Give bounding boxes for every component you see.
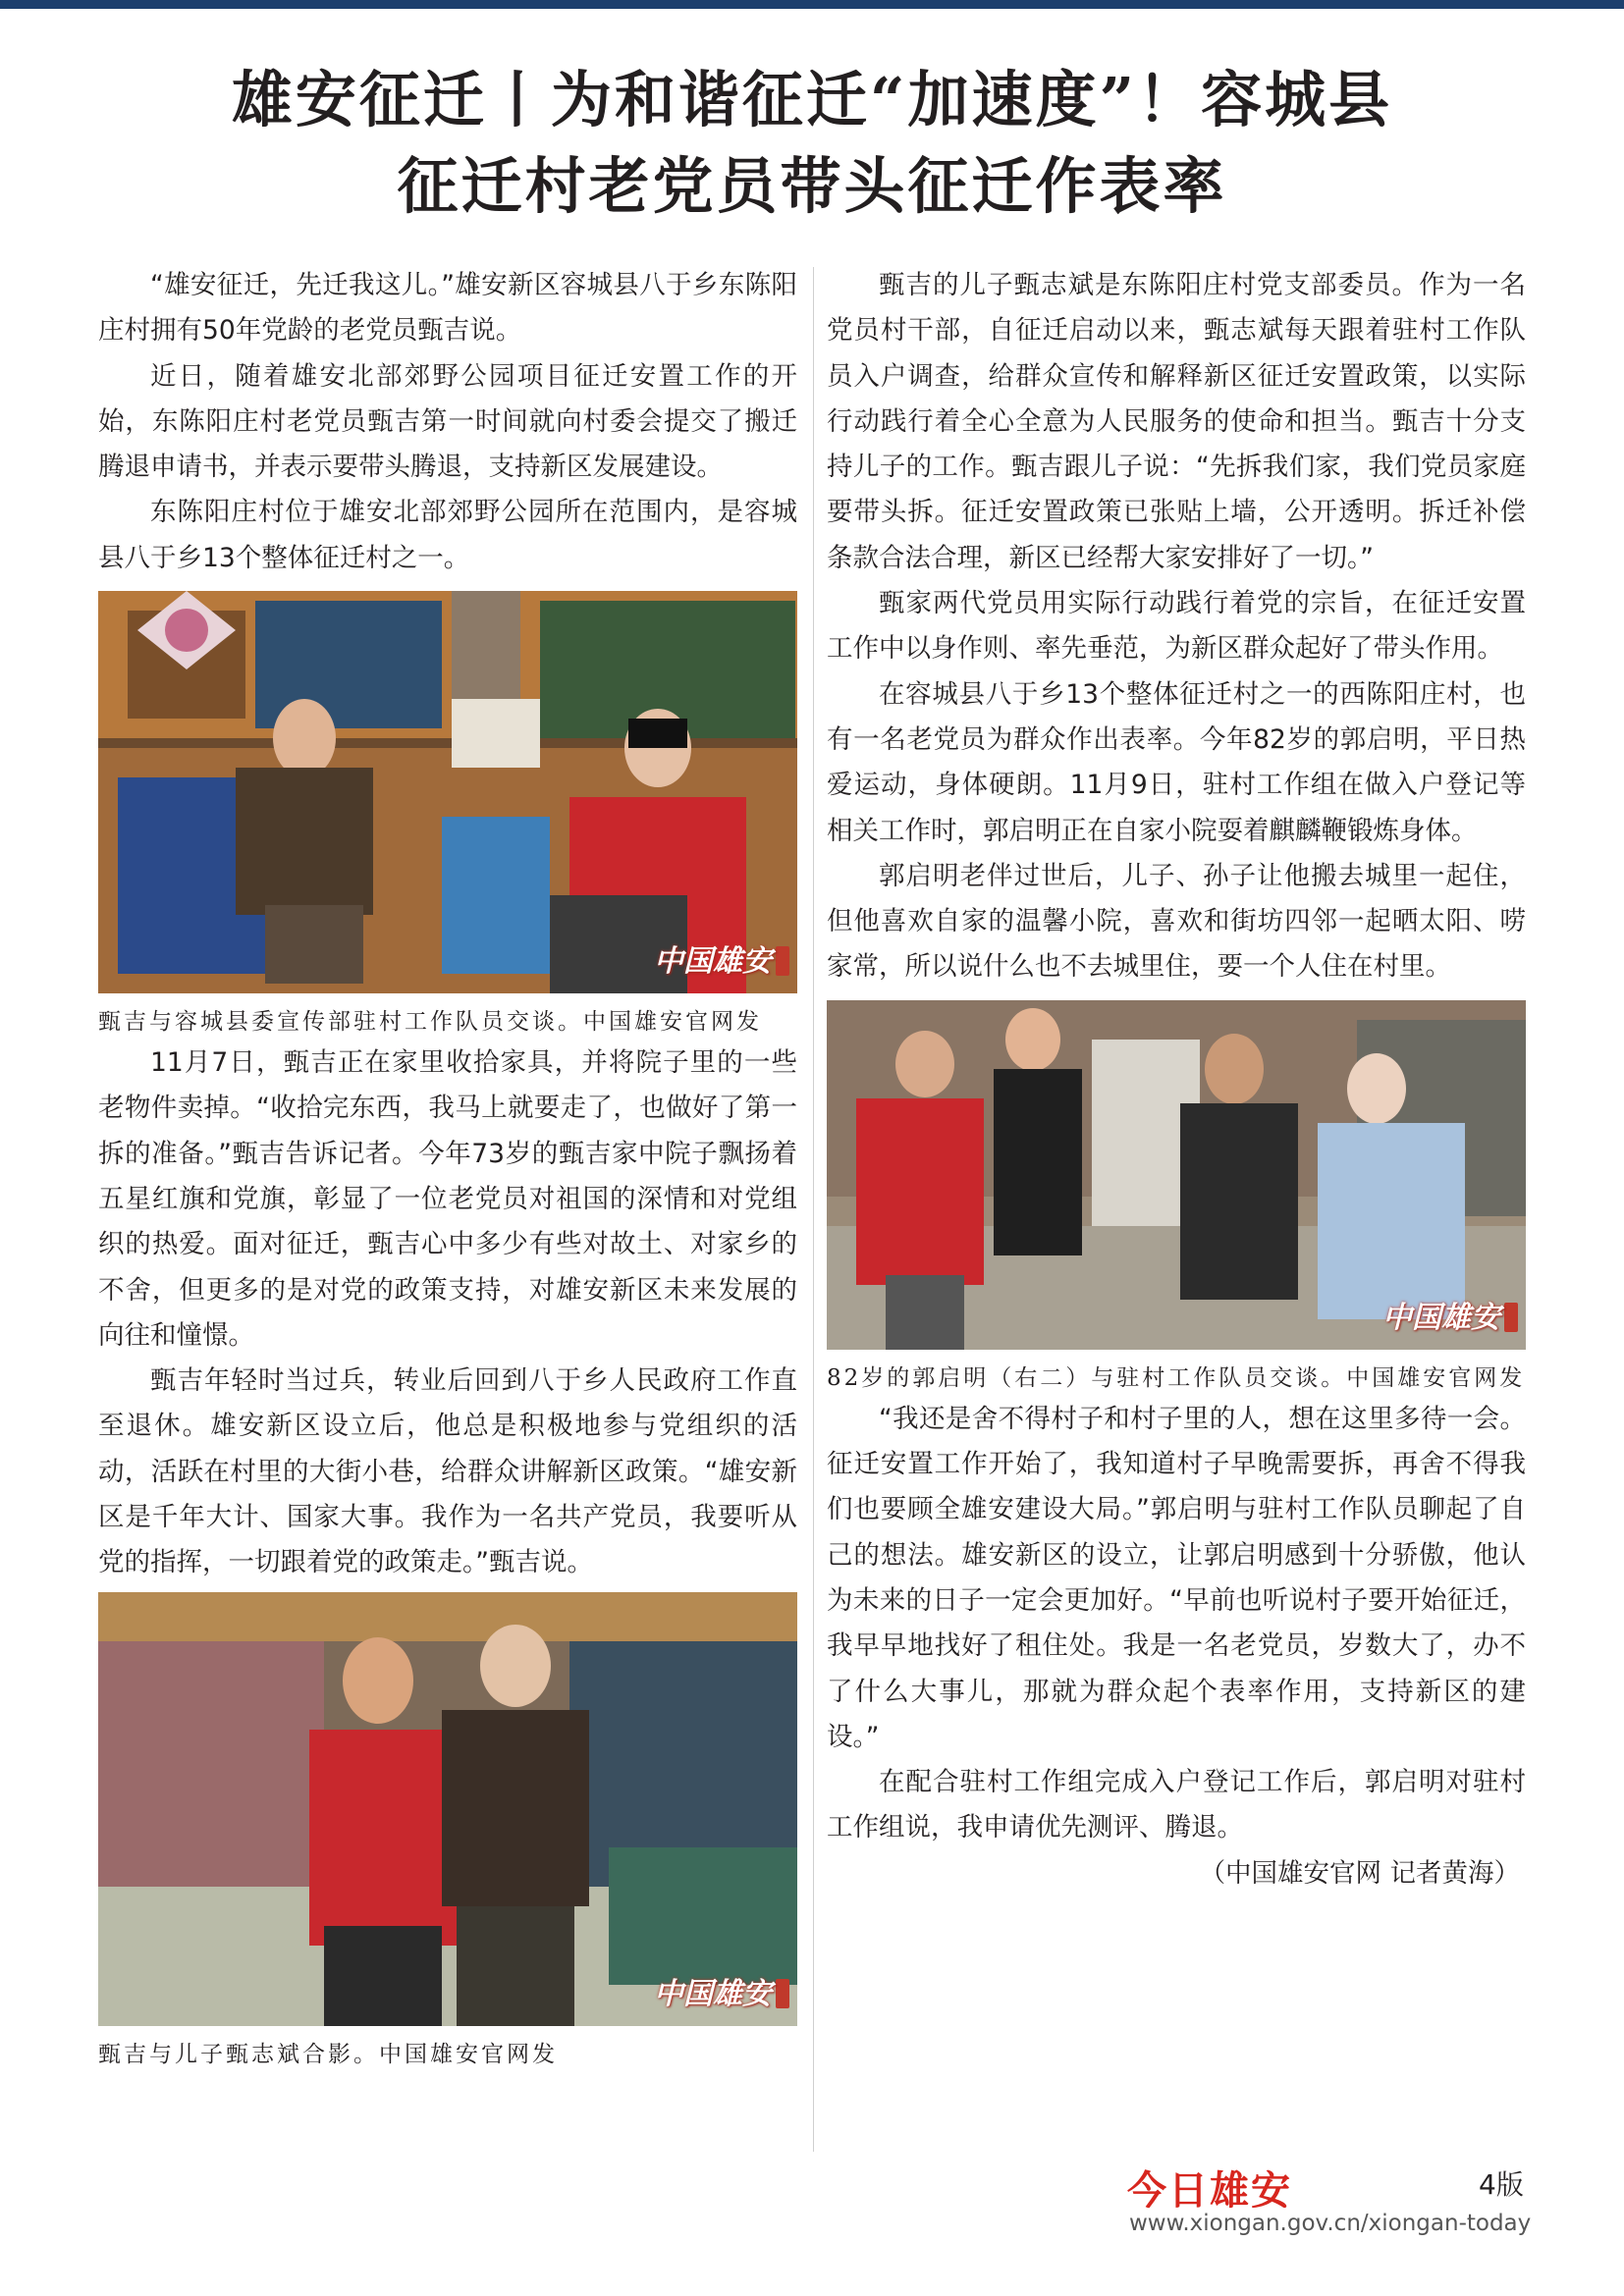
photo-watermark: 中国雄安 bbox=[1382, 1300, 1500, 1335]
column-divider bbox=[813, 267, 814, 2152]
paragraph: “雄安征迁，先迁我这儿。”雄安新区容城县八于乡东陈阳庄村拥有50年党龄的老党员甄吉说。 bbox=[98, 270, 797, 347]
photo-jenji-talking-image bbox=[98, 591, 797, 993]
watermark-seal-icon bbox=[776, 946, 789, 976]
paragraph: 甄家两代党员用实际行动践行着党的宗旨，在征迁安置工作中以身作则、率先垂范，为新区群众起好了带头作用。 bbox=[827, 588, 1526, 665]
headline-line-2: 征迁村老党员带头征迁作表率 bbox=[397, 150, 1227, 222]
paragraph: 近日，随着雄安北部郊野公园项目征迁安置工作的开始，东陈阳庄村老党员甄吉第一时间就向村委会提交了搬迁腾退申请书，并表示要带头腾退，支持新区发展建设。 bbox=[98, 360, 797, 483]
photo-jenji-talking bbox=[98, 591, 797, 993]
paragraph: 郭启明老伴过世后，儿子、孙子让他搬去城里一起住，但他喜欢自家的温馨小院，喜欢和街坊四邻一起晒太阳、唠家常，所以说什么也不去城里住，要一个人住在村里。 bbox=[827, 860, 1526, 983]
right-column bbox=[827, 263, 1526, 1896]
watermark-seal-icon bbox=[1504, 1303, 1518, 1332]
paragraph: 11月7日，甄吉正在家里收拾家具，并将院子里的一些老物件卖掉。“收拾完东西，我马上就要走了，也做好了第一拆的准备。”甄吉告诉记者。今年73岁的甄吉家中院子飘扬着五星红旗和党旗，彰显了一位老党员对祖国的深情和对党组织的热爱。面对征迁，甄吉心中多少有些对故土、对家乡的不舍，但更多的是对党的政策支持，对雄安新区未来发展的向往和憧憬。 bbox=[98, 1047, 797, 1351]
photo-watermark: 中国雄安 bbox=[654, 1976, 772, 2011]
photo-guo-qiming bbox=[827, 1000, 1526, 1350]
top-accent-bar bbox=[0, 0, 1624, 9]
headline-line-1: 雄安征迁丨为和谐征迁“加速度”！容城县 bbox=[231, 64, 1393, 135]
paragraph: 东陈阳庄村位于雄安北部郊野公园所在范围内，是容城县八于乡13个整体征迁村之一。 bbox=[98, 497, 797, 573]
footer-url: www.xiongan.gov.cn/xiongan-today bbox=[1129, 2211, 1532, 2236]
watermark-seal-icon bbox=[776, 1979, 789, 2008]
photo-caption: 甄吉与儿子甄志斌合影。中国雄安官网发 bbox=[98, 2041, 558, 2067]
paragraph: “我还是舍不得村子和村子里的人，想在这里多待一会。征迁安置工作开始了，我知道村子早晚需要拆，再舍不得我们也要顾全雄安建设大局。”郭启明与驻村工作队员聊起了自己的想法。雄安新区的设立，让郭启明感到十分骄傲，他认为未来的日子一定会更加好。“早前也听说村子要开始征迁，我早早地找好了租住处。我是一名老党员，岁数大了，办不了什么大事儿，那就为群众起个表率作用，支持新区的建设。” bbox=[827, 1403, 1526, 1752]
paragraph: 在容城县八于乡13个整体征迁村之一的西陈阳庄村，也有一名老党员为群众作出表率。今年82岁的郭启明，平日热爱运动，身体硬朗。11月9日，驻村工作组在做入户登记等相关工作时，郭启明正在自家小院耍着麒麟鞭锻炼身体。 bbox=[827, 678, 1526, 846]
article-byline: （中国雄安官网 记者黄海） bbox=[1199, 1857, 1520, 1889]
photo-watermark: 中国雄安 bbox=[654, 944, 772, 980]
left-column bbox=[98, 263, 797, 2073]
photo-caption: 甄吉与容城县委宣传部驻村工作队员交谈。中国雄安官网发 bbox=[98, 1009, 762, 1036]
photo-jenji-with-son bbox=[98, 1592, 797, 2026]
article-headline bbox=[59, 57, 1565, 230]
paragraph: 甄吉的儿子甄志斌是东陈阳庄村党支部委员。作为一名党员村干部，自征迁启动以来，甄志斌每天跟着驻村工作队员入户调查，给群众宣传和解释新区征迁安置政策，以实际行动践行着全心全意为人民服务的使命和担当。甄吉十分支持儿子的工作。甄吉跟儿子说：“先拆我们家，我们党员家庭要带头拆。征迁安置政策已张贴上墙，公开透明。拆迁补偿条款合法合理，新区已经帮大家安排好了一切。” bbox=[827, 270, 1526, 573]
page-number: 4版 bbox=[1479, 2168, 1524, 2201]
paragraph: 在配合驻村工作组完成入户登记工作后，郭启明对驻村工作组说，我申请优先测评、腾退。 bbox=[827, 1767, 1526, 1843]
paragraph: 甄吉年轻时当过兵，转业后回到八于乡人民政府工作直至退休。雄安新区设立后，他总是积极地参与党组织的活动，活跃在村里的大街小巷，给群众讲解新区政策。“雄安新区是千年大计、国家大事。我作为一名共产党员，我要听从党的指挥，一切跟着党的政策走。”甄吉说。 bbox=[98, 1365, 797, 1578]
photo-caption: 82岁的郭启明（右二）与驻村工作队员交谈。中国雄安官网发 bbox=[827, 1364, 1526, 1391]
footer-logo: 今日雄安 bbox=[1127, 2167, 1292, 2214]
photo-jenji-with-son-image bbox=[98, 1592, 797, 2026]
